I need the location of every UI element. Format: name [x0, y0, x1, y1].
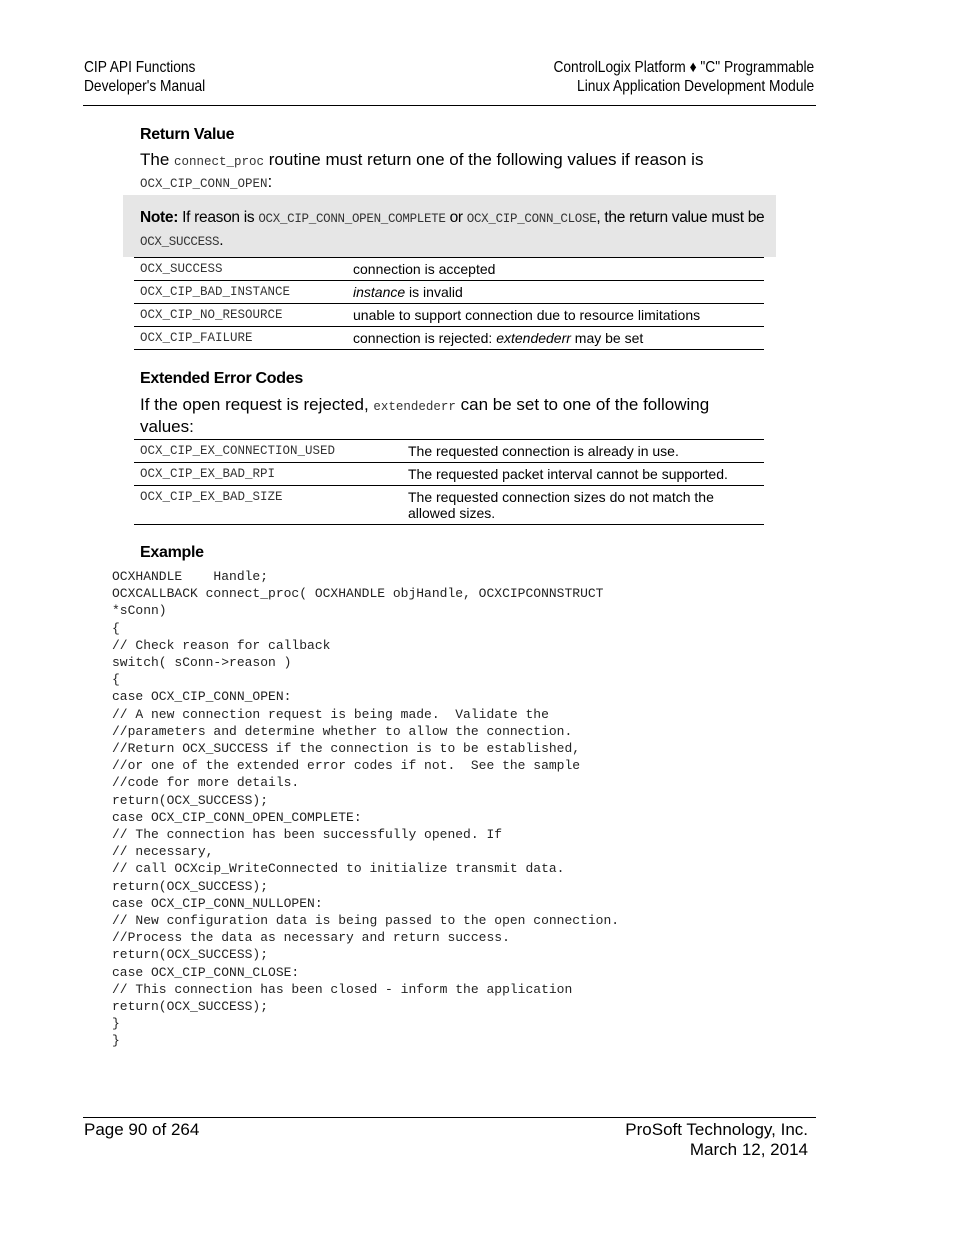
- table-row: OCX_CIP_EX_BAD_SIZE The requested connection sizes do not match the allowed sizes.: [134, 486, 764, 525]
- table-row: OCX_CIP_BAD_INSTANCE instance is invalid: [134, 281, 764, 304]
- note-text: Note: If reason is OCX_CIP_CONN_OPEN_COMPLETE or OCX_CIP_CONN_CLOSE, the return value must be OCX_SUCCESS.: [140, 209, 765, 249]
- table-row: OCX_CIP_NO_RESOURCE unable to support connection due to resource limitations: [134, 304, 764, 327]
- platform-title: ControlLogix Platform ♦ "C" Programmable: [553, 59, 814, 76]
- footer-right: [625, 1120, 808, 1160]
- return-values-table: [134, 257, 764, 350]
- table-row: OCX_CIP_EX_BAD_RPI The requested packet interval cannot be supported.: [134, 463, 764, 486]
- page-number: Page 90 of 264: [84, 1120, 200, 1139]
- extended-error-table: [134, 439, 764, 525]
- company-name: ProSoft Technology, Inc.: [625, 1120, 808, 1139]
- footer-divider: [83, 1117, 816, 1118]
- connect-proc-code: connect_proc: [174, 155, 265, 169]
- table-row: OCX_CIP_EX_CONNECTION_USED The requested connection is already in use.: [134, 440, 764, 463]
- running-header-left: [84, 58, 225, 96]
- extendederr-code: extendederr: [373, 400, 456, 414]
- manual-section-title: CIP API Functions: [84, 59, 196, 76]
- running-header-right: [511, 58, 814, 96]
- table-row: OCX_SUCCESS connection is accepted: [134, 258, 764, 281]
- extended-error-codes-heading: Extended Error Codes: [140, 370, 303, 387]
- note-label: Note:: [140, 209, 179, 226]
- table-row: OCX_CIP_FAILURE connection is rejected: extendederr may be set: [134, 327, 764, 350]
- extended-error-paragraph: If the open request is rejected, extendederr can be set to one of the following values:: [140, 395, 710, 436]
- note-box: [123, 195, 776, 257]
- header-divider: [83, 105, 816, 106]
- conn-open-code: OCX_CIP_CONN_OPEN: [140, 177, 268, 191]
- return-value-paragraph: The connect_proc routine must return one of the following values if reason is OCX_CIP_CONN_OPEN:: [140, 150, 704, 191]
- return-value-heading: Return Value: [140, 126, 235, 143]
- manual-type: Developer's Manual: [84, 78, 206, 95]
- publication-date: March 12, 2014: [689, 1140, 808, 1159]
- example-code-block: OCXHANDLE Handle; OCXCALLBACK connect_proc( OCXHANDLE objHandle, OCXCIPCONNSTRUCT *sConn) { // Check reason for callback switch( sConn->reason ) { case OCX_CIP_CONN_OPEN: // A new connection request is being made. Validate the //parameters and determine whether to allow the connection. //Return OCX_SUCCESS if the connection is to be established, //or one of the extended error codes if not. See the sample //code for more details. return(OCX_SUCCESS); case OCX_CIP_CONN_OPEN_COMPLETE: // The connection has been successfully opened. If // necessary, // call OCXcip_WriteConnected to initialize transmit data. return(OCX_SUCCESS); case OCX_CIP_CONN_NULLOPEN: // New configuration data is being passed to the open connection. //Process the data as necessary and return success. return(OCX_SUCCESS); case OCX_CIP_CONN_CLOSE: // This connection has been closed - inform the application return(OCX_SUCCESS); } }: [112, 569, 620, 1049]
- example-heading: Example: [140, 544, 204, 561]
- module-title: Linux Application Development Module: [576, 78, 814, 95]
